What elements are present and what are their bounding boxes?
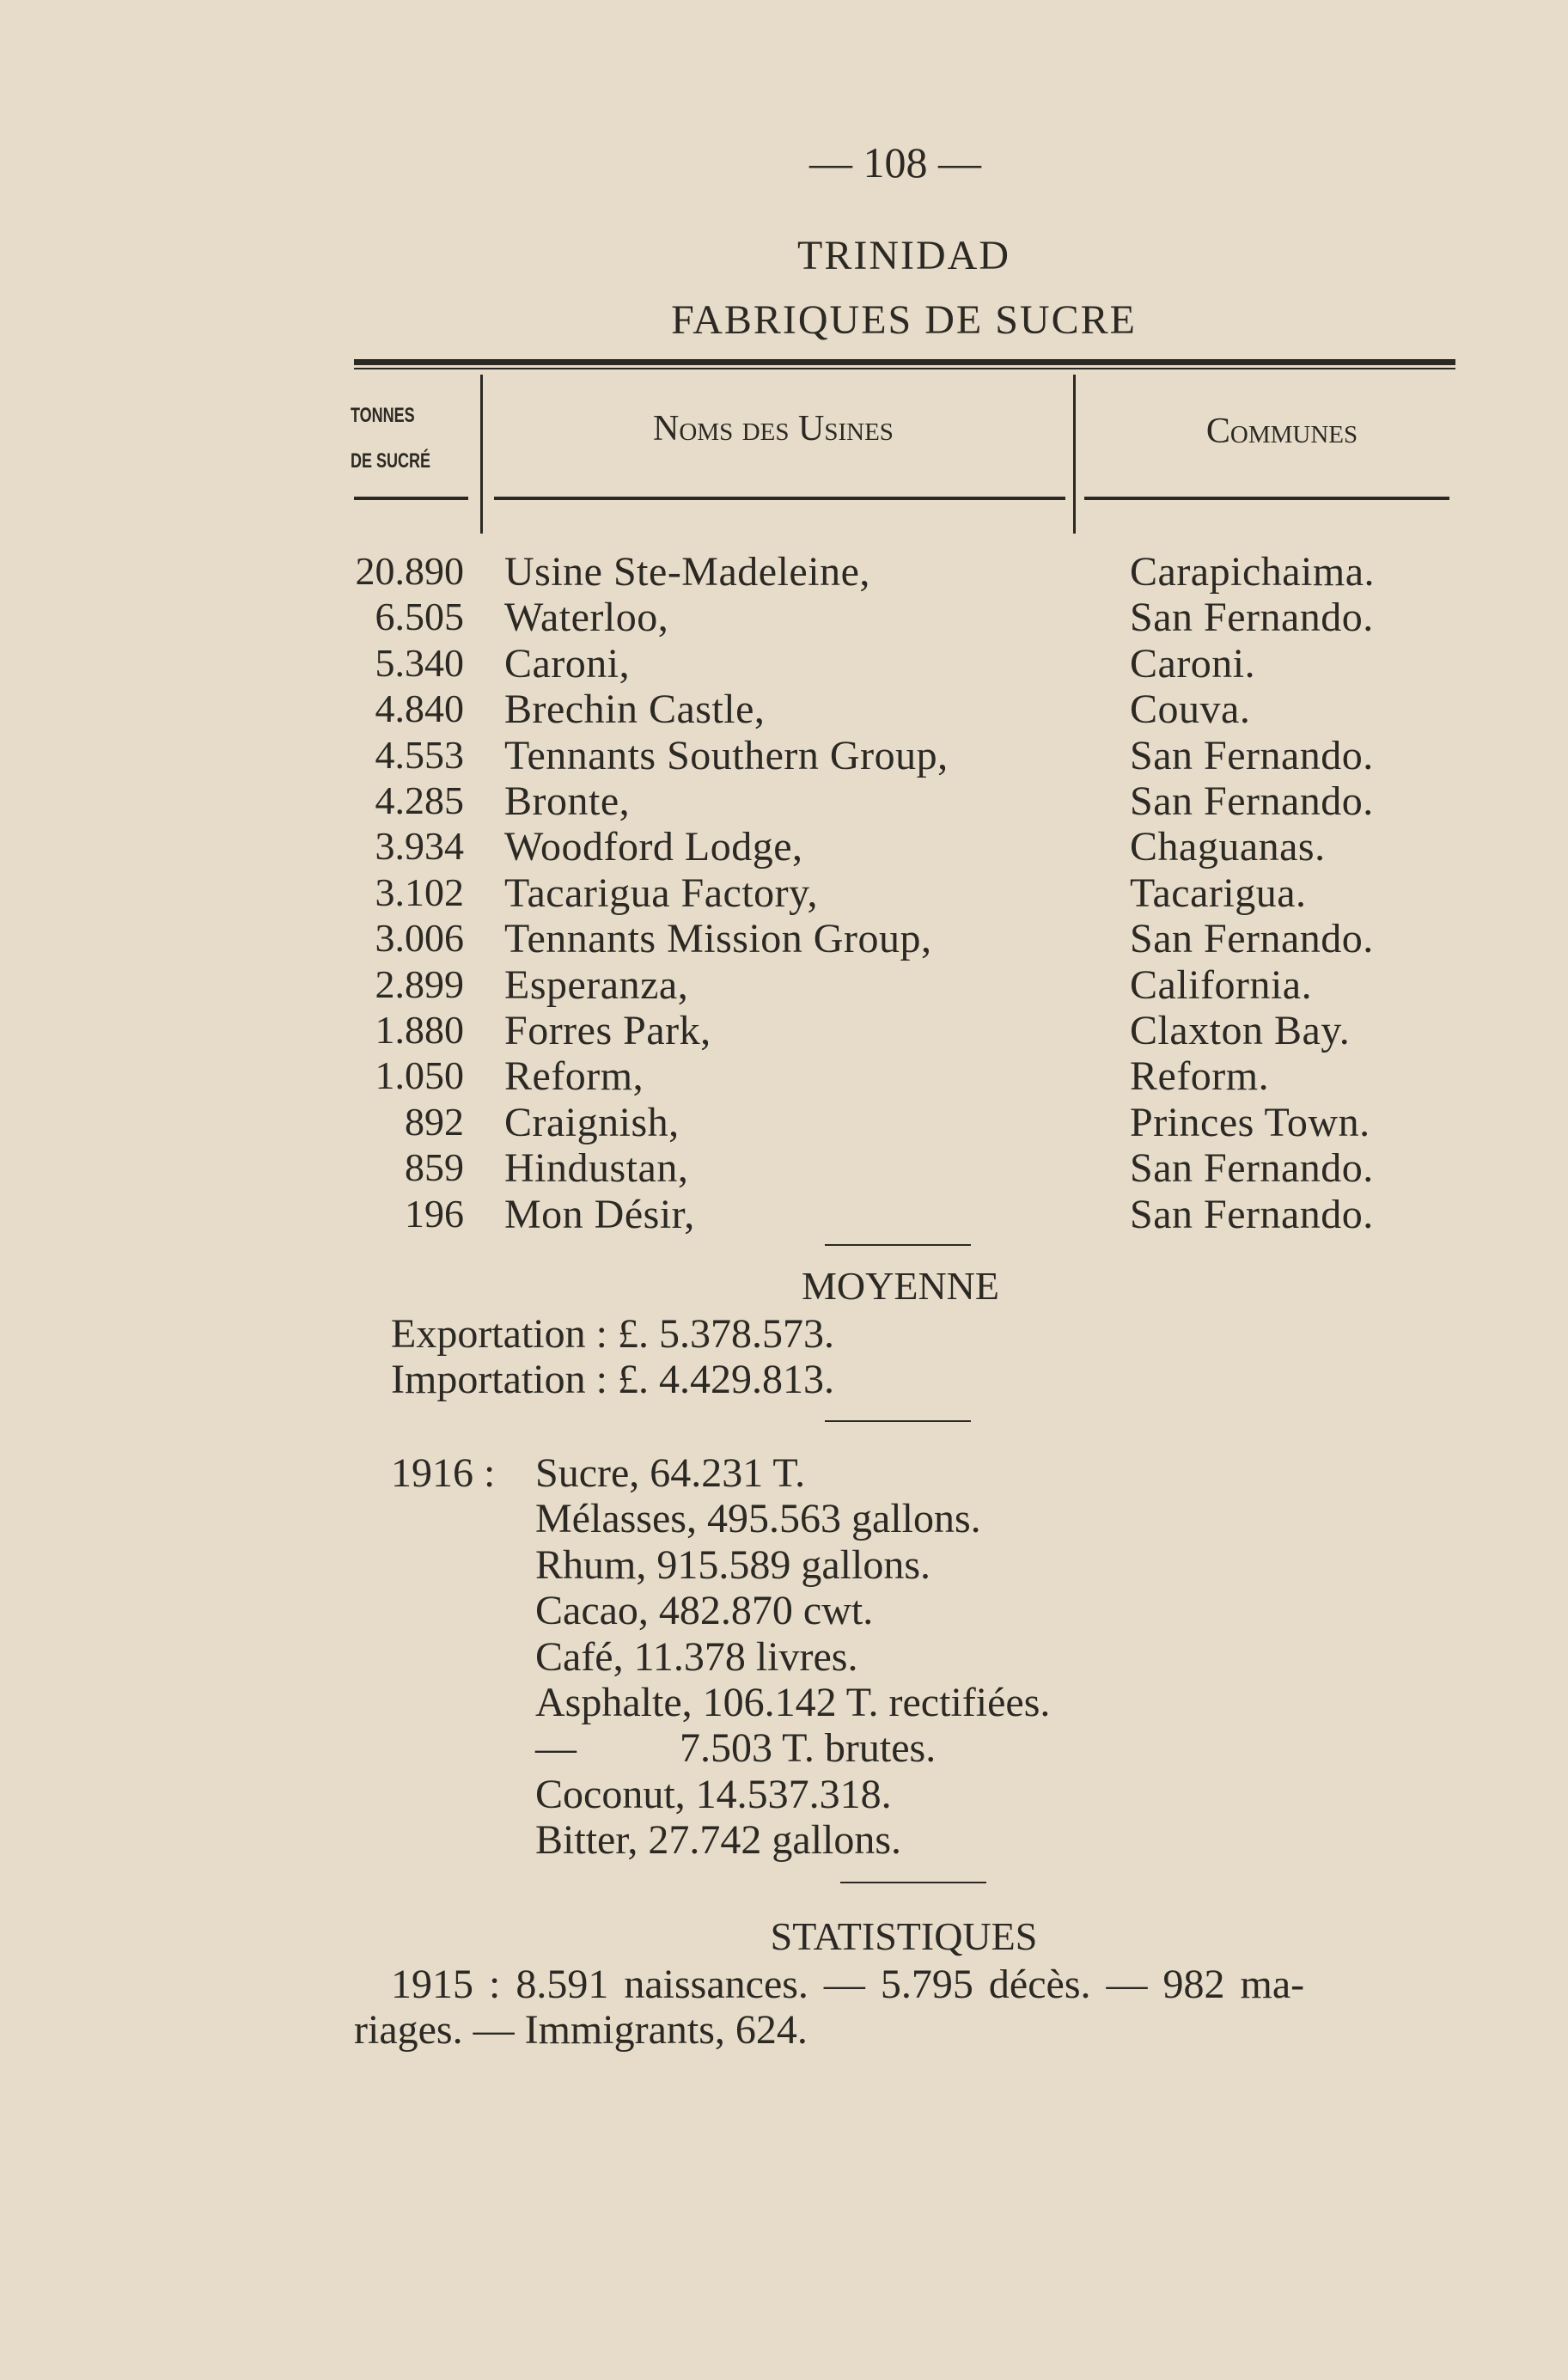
export-item-1916: Sucre, 64.231 T. <box>535 1450 806 1496</box>
commune-cell: San Fernando. <box>1130 733 1374 778</box>
factory-name-cell: Mon Désir, <box>504 1192 695 1237</box>
tonnes-cell: 2.899 <box>375 962 464 1006</box>
statistiques-line1: 1915 : 8.591 naissances. — 5.795 décès. — 982 ma- <box>391 1962 1305 2007</box>
factory-name-cell: Esperanza, <box>504 962 689 1008</box>
tonnes-cell: 3.102 <box>375 870 464 914</box>
tonnes-cell: 6.505 <box>375 595 464 638</box>
commune-cell: San Fernando. <box>1130 1192 1374 1237</box>
tonnes-cell: 4.285 <box>375 778 464 822</box>
tonnes-cell: 859 <box>405 1145 464 1189</box>
year1916-label: 1916 : <box>391 1450 496 1496</box>
factory-name-cell: Waterloo, <box>504 595 669 640</box>
commune-cell: Carapichaima. <box>1130 549 1376 595</box>
moyenne-heading: MOYENNE <box>802 1264 999 1308</box>
col-header-tonnes-line1: TONNES <box>351 404 415 427</box>
export-item-1916: Coconut, 14.537.318. <box>535 1772 892 1817</box>
commune-cell: Couva. <box>1130 687 1251 732</box>
col-header-names: Noms des Usines <box>653 409 894 449</box>
commune-cell: California. <box>1130 962 1313 1008</box>
export-item-1916: Café, 11.378 livres. <box>535 1634 858 1680</box>
page-number: — 108 — <box>809 138 981 186</box>
export-item-1916: Bitter, 27.742 gallons. <box>535 1817 902 1863</box>
header-underline-2 <box>494 497 1065 500</box>
statistiques-separator <box>840 1882 986 1883</box>
factory-name-cell: Hindustan, <box>504 1145 689 1191</box>
factory-name-cell: Craignish, <box>504 1100 680 1145</box>
export-item-1916: Mélasses, 495.563 gallons. <box>535 1496 981 1541</box>
tonnes-cell: 3.934 <box>375 824 464 868</box>
commune-cell: Tacarigua. <box>1130 870 1307 916</box>
tonnes-cell: 5.340 <box>375 641 464 685</box>
year1916-separator <box>825 1420 971 1422</box>
tonnes-cell: 1.880 <box>375 1008 464 1052</box>
tonnes-cell: 4.840 <box>375 687 464 730</box>
tonnes-cell: 20.890 <box>355 549 464 593</box>
export-line: Exportation : £. 5.378.573. <box>391 1311 834 1357</box>
tonnes-cell: 3.006 <box>375 916 464 960</box>
commune-cell: Caroni. <box>1130 641 1256 687</box>
moyenne-separator <box>825 1244 971 1246</box>
export-item-1916: Rhum, 915.589 gallons. <box>535 1542 931 1588</box>
import-line: Importation : £. 4.429.813. <box>391 1357 834 1402</box>
col-header-communes: Communes <box>1205 412 1358 451</box>
commune-cell: Reform. <box>1130 1053 1270 1099</box>
tonnes-cell: 4.553 <box>375 733 464 777</box>
export-item-1916: Asphalte, 106.142 T. rectifiées. <box>535 1680 1051 1725</box>
col-header-tonnes-line2: DE SUCRÉ <box>351 449 431 473</box>
commune-cell: Claxton Bay. <box>1130 1008 1351 1053</box>
commune-cell: San Fernando. <box>1130 778 1374 824</box>
factory-name-cell: Forres Park, <box>504 1008 711 1053</box>
section-title: FABRIQUES DE SUCRE <box>671 297 1137 343</box>
commune-cell: Princes Town. <box>1130 1100 1370 1145</box>
factory-name-cell: Caroni, <box>504 641 631 687</box>
factory-name-cell: Woodford Lodge, <box>504 824 803 870</box>
header-underline-1 <box>354 497 468 500</box>
header-underline-3 <box>1084 497 1449 500</box>
commune-cell: San Fernando. <box>1130 1145 1374 1191</box>
table-top-rule-thin <box>354 368 1455 369</box>
country-title: TRINIDAD <box>797 233 1010 278</box>
factory-name-cell: Brechin Castle, <box>504 687 766 732</box>
factory-name-cell: Reform, <box>504 1053 644 1099</box>
column-divider-2 <box>1073 375 1076 534</box>
commune-cell: San Fernando. <box>1130 916 1374 961</box>
tonnes-cell: 196 <box>405 1192 464 1236</box>
statistiques-heading: STATISTIQUES <box>770 1914 1038 1958</box>
factory-name-cell: Tacarigua Factory, <box>504 870 819 916</box>
factory-name-cell: Bronte, <box>504 778 631 824</box>
commune-cell: Chaguanas. <box>1130 824 1326 870</box>
factory-name-cell: Usine Ste-Madeleine, <box>504 549 870 595</box>
export-item-1916: Cacao, 482.870 cwt. <box>535 1588 874 1633</box>
factory-name-cell: Tennants Mission Group, <box>504 916 932 961</box>
tonnes-cell: 1.050 <box>375 1053 464 1097</box>
commune-cell: San Fernando. <box>1130 595 1374 640</box>
factory-name-cell: Tennants Southern Group, <box>504 733 949 778</box>
export-item-1916: — 7.503 T. brutes. <box>535 1725 937 1771</box>
statistiques-line2: riages. — Immigrants, 624. <box>354 2007 808 2053</box>
column-divider-1 <box>480 375 483 534</box>
tonnes-cell: 892 <box>405 1100 464 1144</box>
table-top-rule <box>354 359 1455 365</box>
